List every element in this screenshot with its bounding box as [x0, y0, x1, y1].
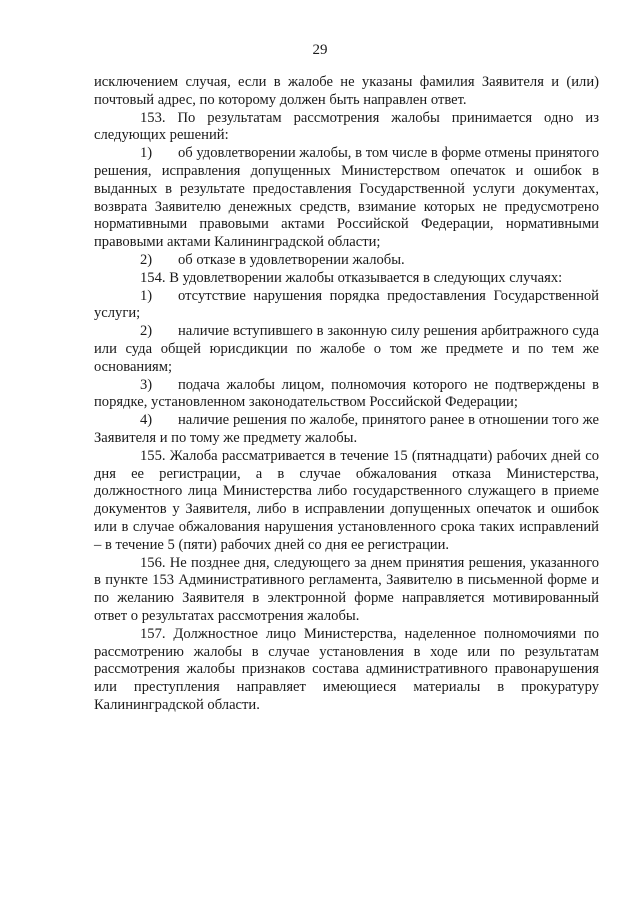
- list-item-number: 1): [140, 287, 153, 304]
- list-item: [94, 288, 599, 324]
- list-item: [94, 323, 599, 376]
- paragraph: исключением случая, если в жалобе не указаны фамилия Заявителя и (или) почтовый адрес, по которому должен быть направлен ответ.: [94, 74, 599, 108]
- list-item: [94, 145, 599, 252]
- paragraph-155: 155. Жалоба рассматривается в течение 15 (пятнадцати) рабочих дней со дня ее регистрации, а в случае обжалования отказа Министерства, должностного лица Министерства либо государственного служащего в приеме документов у Заявителя, либо в исправлении допущенных опечаток и ошибок или в случае обжалования нарушения установленного срока таких исправлений – в течение 5 (пяти) рабочих дней со дня ее регистрации.: [94, 447, 599, 553]
- page-number: 29: [312, 42, 328, 58]
- document-body: [94, 74, 599, 715]
- list-item-text: об удовлетворении жалобы, в том числе в форме отмены принятого решения, исправления допущенных Министерством опечаток и ошибок в выданных в результате предоставления Государственной услуги документах, возврата Заявителю денежных средств, взимание которых не предусмотрено нормативными правовыми актами Российской Федерации, нормативными правовыми актами Калининградской области;: [94, 145, 599, 251]
- paragraph-157: 157. Должностное лицо Министерства, наделенное полномочиями по рассмотрению жалобы в случае установления в ходе или по результатам рассмотрения жалобы признаков состава административного правонарушения или преступления направляет имеющиеся материалы в прокуратуру Калининградской области.: [94, 625, 599, 713]
- list-item-text: наличие решения по жалобе, принятого ранее в отношении того же Заявителя и по тому же предмету жалобы.: [94, 412, 599, 446]
- list-item: [94, 252, 599, 270]
- list-item-number: 3): [140, 376, 153, 393]
- paragraph-153: 153. По результатам рассмотрения жалобы принимается одно из следующих решений:: [94, 109, 599, 144]
- list-item-text: подача жалобы лицом, полномочия которого не подтверждены в порядке, установленном законодательством Российской Федерации;: [94, 376, 599, 411]
- list-item-text: отсутствие нарушения порядка предоставления Государственной услуги;: [94, 287, 599, 322]
- list-item-number: 2): [140, 323, 153, 340]
- list-item: [94, 377, 599, 413]
- paragraph-156: 156. Не позднее дня, следующего за днем принятия решения, указанного в пункте 153 Административного регламента, Заявителю в письменной форме и по желанию Заявителя в электронной форме направляется мотивированный ответ о результатах рассмотрения жалобы.: [94, 554, 599, 624]
- list-item: [94, 412, 599, 448]
- list-item-number: 1): [140, 145, 153, 162]
- list-item-number: 2): [140, 251, 153, 268]
- paragraph-154: 154. В удовлетворении жалобы отказывается в следующих случаях:: [140, 269, 563, 286]
- list-item-number: 4): [140, 412, 153, 429]
- list-item-text: об отказе в удовлетворении жалобы.: [178, 251, 405, 268]
- list-item-text: наличие вступившего в законную силу решения арбитражного суда или суда общей юрисдикции по жалобе о том же предмете и по тем же основаниям;: [94, 323, 599, 375]
